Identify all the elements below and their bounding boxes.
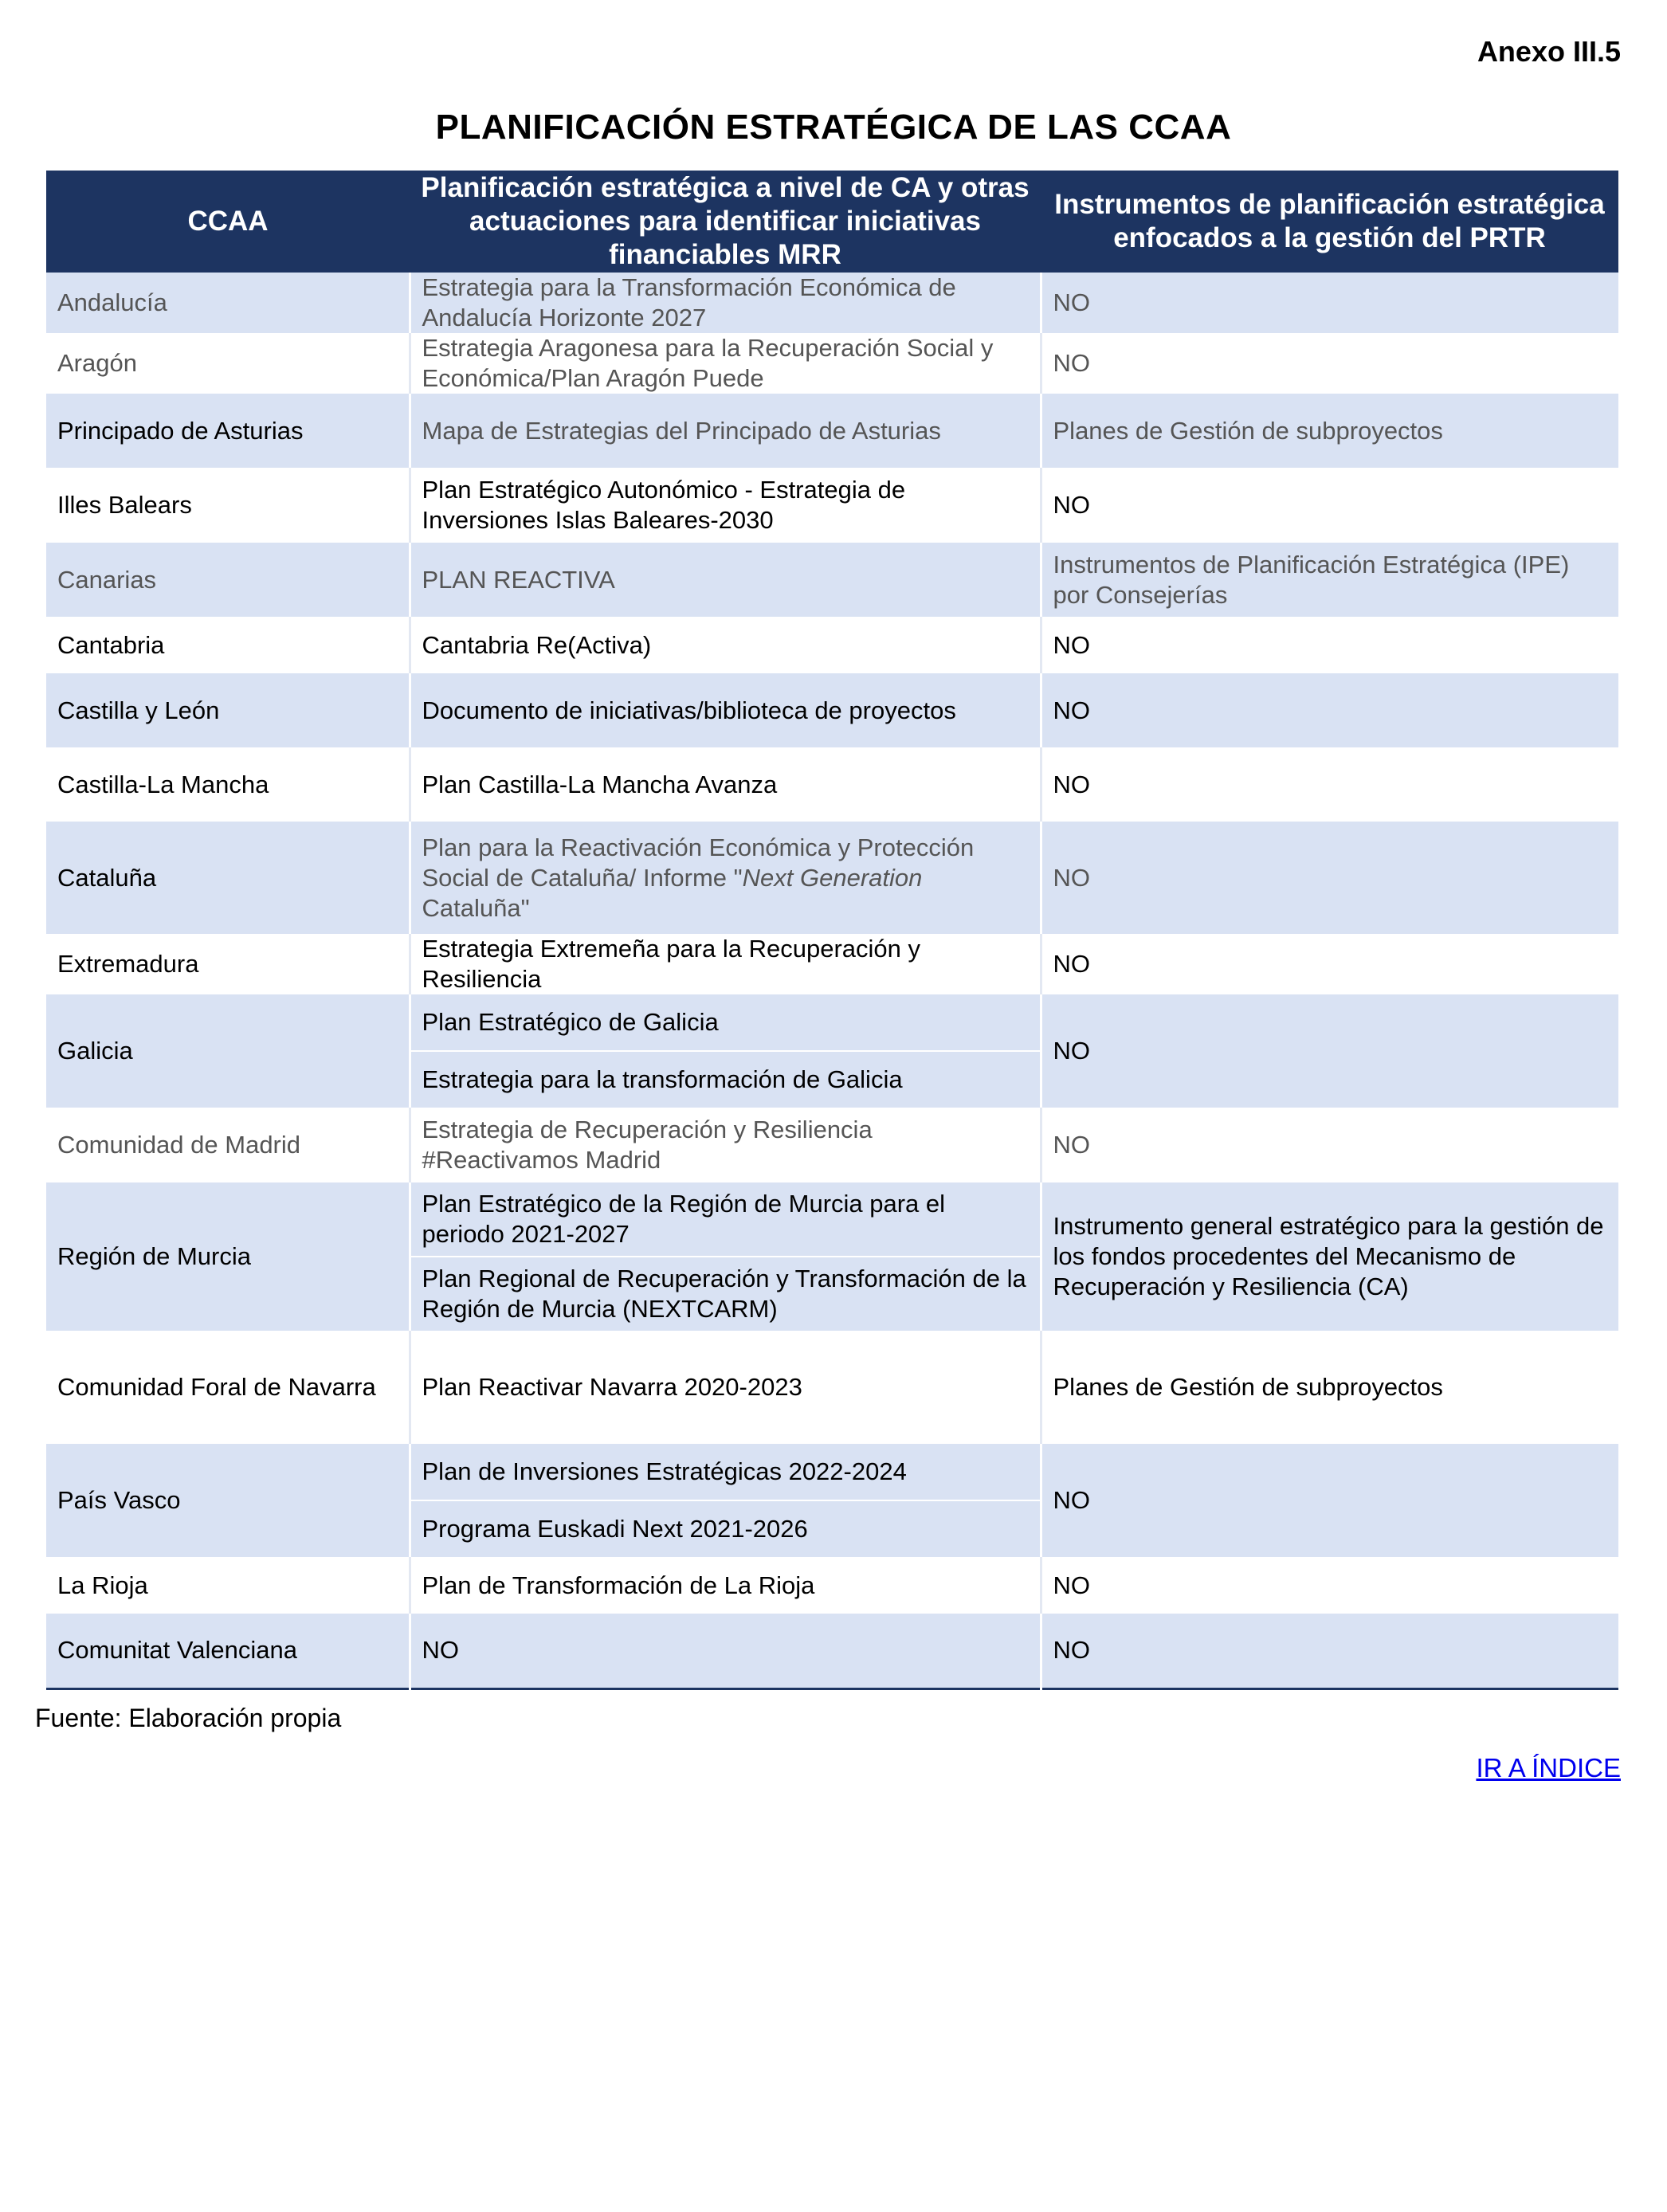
plan-cell: Estrategia de Recuperación y Resiliencia #Reactivamos Madrid xyxy=(410,1108,1041,1182)
instrument-cell: Planes de Gestión de subproyectos xyxy=(1041,394,1618,468)
plan-cell: Documento de iniciativas/biblioteca de proyectos xyxy=(410,673,1041,747)
table-row xyxy=(46,394,1618,468)
plan-cell: Estrategia Aragonesa para la Recuperación Social y Económica/Plan Aragón Puede xyxy=(410,333,1041,394)
instrument-cell: NO xyxy=(1041,994,1618,1108)
table-row xyxy=(46,1444,1618,1557)
instrument-cell: NO xyxy=(1041,617,1618,673)
page-title: PLANIFICACIÓN ESTRATÉGICA DE LAS CCAA xyxy=(435,108,1232,147)
plan-cell: Plan de Transformación de La Rioja xyxy=(410,1557,1041,1614)
plan-cell: Estrategia Extremeña para la Recuperación y Resiliencia xyxy=(410,934,1041,994)
ccaa-cell: Castilla y León xyxy=(46,673,410,747)
table-row xyxy=(46,333,1618,394)
table-row xyxy=(46,1557,1618,1614)
plan-item: Plan de Inversiones Estratégicas 2022-2024 xyxy=(422,1457,907,1485)
plan-item: Estrategia para la transformación de Galicia xyxy=(411,1050,1040,1108)
plan-item: Plan Estratégico de Galicia xyxy=(422,1008,719,1036)
header-strategic-planning: Planificación estratégica a nivel de CA y otras actuaciones para identificar iniciativas financiables MRR xyxy=(410,171,1041,273)
ccaa-cell: Aragón xyxy=(46,333,410,394)
plan-text: Cataluña" xyxy=(422,893,530,922)
plan-item: Plan Regional de Recuperación y Transformación de la Región de Murcia (NEXTCARM) xyxy=(411,1256,1040,1331)
plan-item: Plan Estratégico de la Región de Murcia para el periodo 2021-2027 xyxy=(422,1190,946,1248)
table-row xyxy=(46,994,1618,1108)
ccaa-cell: Comunitat Valenciana xyxy=(46,1614,410,1688)
instrument-cell: Instrumento general estratégico para la gestión de los fondos procedentes del Mecanismo de Recuperación y Resiliencia (CA) xyxy=(1041,1182,1618,1331)
plan-cell: Plan Castilla-La Mancha Avanza xyxy=(410,747,1041,822)
table-row xyxy=(46,747,1618,822)
plan-cell: Mapa de Estrategias del Principado de Asturias xyxy=(410,394,1041,468)
ccaa-cell: Comunidad de Madrid xyxy=(46,1108,410,1182)
ccaa-cell: Galicia xyxy=(46,994,410,1108)
plan-cell: Plan Reactivar Navarra 2020-2023 xyxy=(410,1331,1041,1444)
ccaa-cell: Extremadura xyxy=(46,934,410,994)
source-note: Fuente: Elaboración propia xyxy=(35,1704,342,1732)
table-row xyxy=(46,617,1618,673)
plan-cell: Estrategia para la Transformación Económica de Andalucía Horizonte 2027 xyxy=(410,273,1041,333)
instrument-cell: NO xyxy=(1041,822,1618,934)
ccaa-cell: Illes Balears xyxy=(46,468,410,543)
ccaa-cell: Principado de Asturias xyxy=(46,394,410,468)
table-row xyxy=(46,1331,1618,1444)
header-ccaa: CCAA xyxy=(46,171,410,273)
plan-cell xyxy=(410,1444,1041,1557)
table-row xyxy=(46,1614,1618,1688)
ccaa-cell: Cataluña xyxy=(46,822,410,934)
instrument-cell: NO xyxy=(1041,747,1618,822)
table-header-row xyxy=(46,171,1618,273)
table-row xyxy=(46,273,1618,333)
plan-cell xyxy=(410,822,1041,934)
ccaa-cell: Región de Murcia xyxy=(46,1182,410,1331)
plan-text-italic: Next Generation xyxy=(742,863,923,892)
instrument-cell: NO xyxy=(1041,273,1618,333)
go-to-index-link[interactable]: IR A ÍNDICE xyxy=(1476,1753,1621,1783)
instrument-cell: NO xyxy=(1041,673,1618,747)
instrument-cell: NO xyxy=(1041,1557,1618,1614)
plan-cell: PLAN REACTIVA xyxy=(410,543,1041,617)
instrument-cell: NO xyxy=(1041,1444,1618,1557)
plan-cell: Plan Estratégico Autonómico - Estrategia de Inversiones Islas Baleares-2030 xyxy=(410,468,1041,543)
plan-text: Plan para la Reactivación Económica y Protección Social de Cataluña/ Informe " xyxy=(422,833,975,892)
table-row xyxy=(46,1108,1618,1182)
instrument-cell: NO xyxy=(1041,468,1618,543)
plan-item: Programa Euskadi Next 2021-2026 xyxy=(411,1500,1040,1557)
annex-label: Anexo III.5 xyxy=(1477,35,1621,68)
ccaa-cell: Cantabria xyxy=(46,617,410,673)
table-row xyxy=(46,468,1618,543)
ccaa-cell: Castilla-La Mancha xyxy=(46,747,410,822)
table-row xyxy=(46,673,1618,747)
instrument-cell: NO xyxy=(1041,333,1618,394)
ccaa-planning-table xyxy=(46,171,1618,1690)
ccaa-cell: Canarias xyxy=(46,543,410,617)
ccaa-cell: País Vasco xyxy=(46,1444,410,1557)
plan-cell: NO xyxy=(410,1614,1041,1688)
ccaa-cell: Comunidad Foral de Navarra xyxy=(46,1331,410,1444)
ccaa-cell: La Rioja xyxy=(46,1557,410,1614)
table-row xyxy=(46,822,1618,934)
table-row xyxy=(46,543,1618,617)
table-row xyxy=(46,934,1618,994)
instrument-cell: Planes de Gestión de subproyectos xyxy=(1041,1331,1618,1444)
plan-cell xyxy=(410,1182,1041,1331)
ccaa-cell: Andalucía xyxy=(46,273,410,333)
table-row xyxy=(46,1182,1618,1331)
instrument-cell: Instrumentos de Planificación Estratégica (IPE) por Consejerías xyxy=(1041,543,1618,617)
instrument-cell: NO xyxy=(1041,1108,1618,1182)
instrument-cell: NO xyxy=(1041,1614,1618,1688)
plan-cell: Cantabria Re(Activa) xyxy=(410,617,1041,673)
instrument-cell: NO xyxy=(1041,934,1618,994)
plan-cell xyxy=(410,994,1041,1108)
header-prtr-instruments: Instrumentos de planificación estratégica enfocados a la gestión del PRTR xyxy=(1041,171,1618,273)
